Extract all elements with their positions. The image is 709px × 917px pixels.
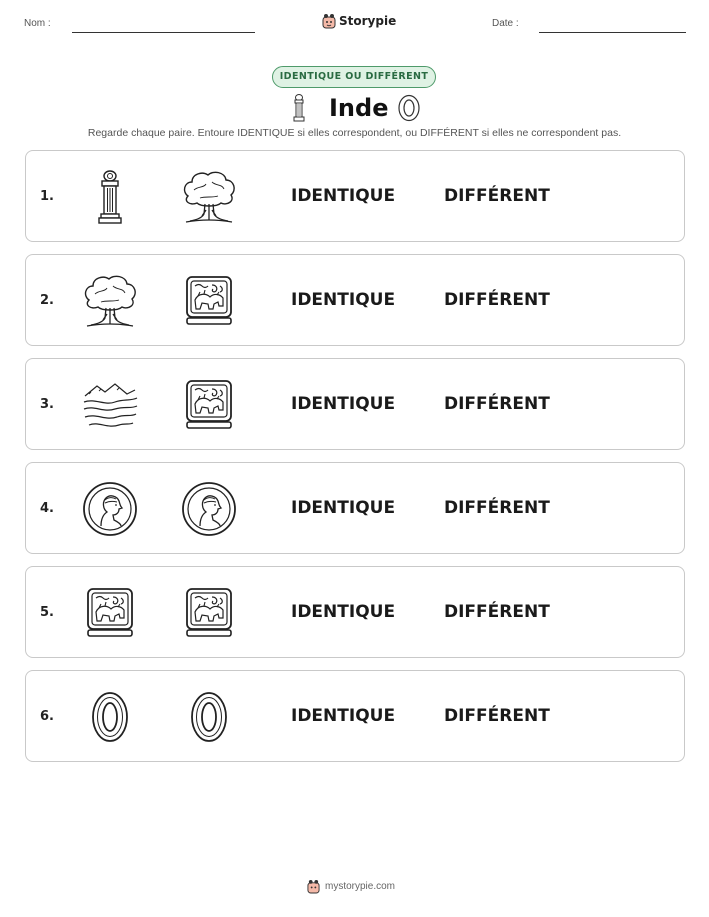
zero-numeral-icon xyxy=(81,688,139,746)
option-identique[interactable]: IDENTIQUE xyxy=(291,706,396,726)
zero-numeral-icon xyxy=(180,688,238,746)
river-icon xyxy=(81,376,139,434)
question-row-2 xyxy=(25,254,685,346)
question-row-4 xyxy=(25,462,685,554)
option-different[interactable]: DIFFÉRENT xyxy=(444,394,550,414)
question-number: 4. xyxy=(40,501,54,516)
option-identique[interactable]: IDENTIQUE xyxy=(291,394,396,414)
brand-name: Storypie xyxy=(339,14,397,28)
option-identique[interactable]: IDENTIQUE xyxy=(291,498,396,518)
storypie-logo-icon xyxy=(307,879,320,894)
option-different[interactable]: DIFFÉRENT xyxy=(444,290,550,310)
footer-site: mystorypie.com xyxy=(325,881,396,892)
banyan-tree-icon xyxy=(180,168,238,226)
question-number: 6. xyxy=(40,709,54,724)
option-different[interactable]: DIFFÉRENT xyxy=(444,186,550,206)
footer xyxy=(307,879,395,894)
question-row-6 xyxy=(25,670,685,762)
date-label: Date : xyxy=(492,18,519,29)
option-different[interactable]: DIFFÉRENT xyxy=(444,498,550,518)
instructions: Regarde chaque paire. Entoure IDENTIQUE si elles correspondent, ou DIFFÉRENT si elles ne correspondent pas. xyxy=(87,127,622,139)
banyan-tree-icon xyxy=(81,272,139,330)
name-label: Nom : xyxy=(24,18,51,29)
pillar-icon xyxy=(81,168,139,226)
question-row-5 xyxy=(25,566,685,658)
title-row xyxy=(0,92,709,124)
seal-icon xyxy=(180,376,238,434)
question-row-3 xyxy=(25,358,685,450)
option-identique[interactable]: IDENTIQUE xyxy=(291,602,396,622)
zero-numeral-icon xyxy=(398,94,420,122)
name-field[interactable] xyxy=(72,32,255,33)
seal-icon xyxy=(81,584,139,642)
option-identique[interactable]: IDENTIQUE xyxy=(291,186,396,206)
question-row-1 xyxy=(25,150,685,242)
coin-icon xyxy=(81,480,139,538)
coin-icon xyxy=(180,480,238,538)
option-identique[interactable]: IDENTIQUE xyxy=(291,290,396,310)
seal-icon xyxy=(180,272,238,330)
seal-icon xyxy=(180,584,238,642)
pillar-icon xyxy=(292,94,306,122)
option-different[interactable]: DIFFÉRENT xyxy=(444,706,550,726)
brand xyxy=(322,13,396,29)
worksheet-type-badge: IDENTIQUE OU DIFFÉRENT xyxy=(272,66,436,88)
page-title: Inde xyxy=(329,94,389,122)
question-number: 3. xyxy=(40,397,54,412)
storypie-logo-icon xyxy=(322,13,336,29)
date-field[interactable] xyxy=(539,32,686,33)
question-number: 1. xyxy=(40,189,54,204)
question-number: 5. xyxy=(40,605,54,620)
option-different[interactable]: DIFFÉRENT xyxy=(444,602,550,622)
question-number: 2. xyxy=(40,293,54,308)
